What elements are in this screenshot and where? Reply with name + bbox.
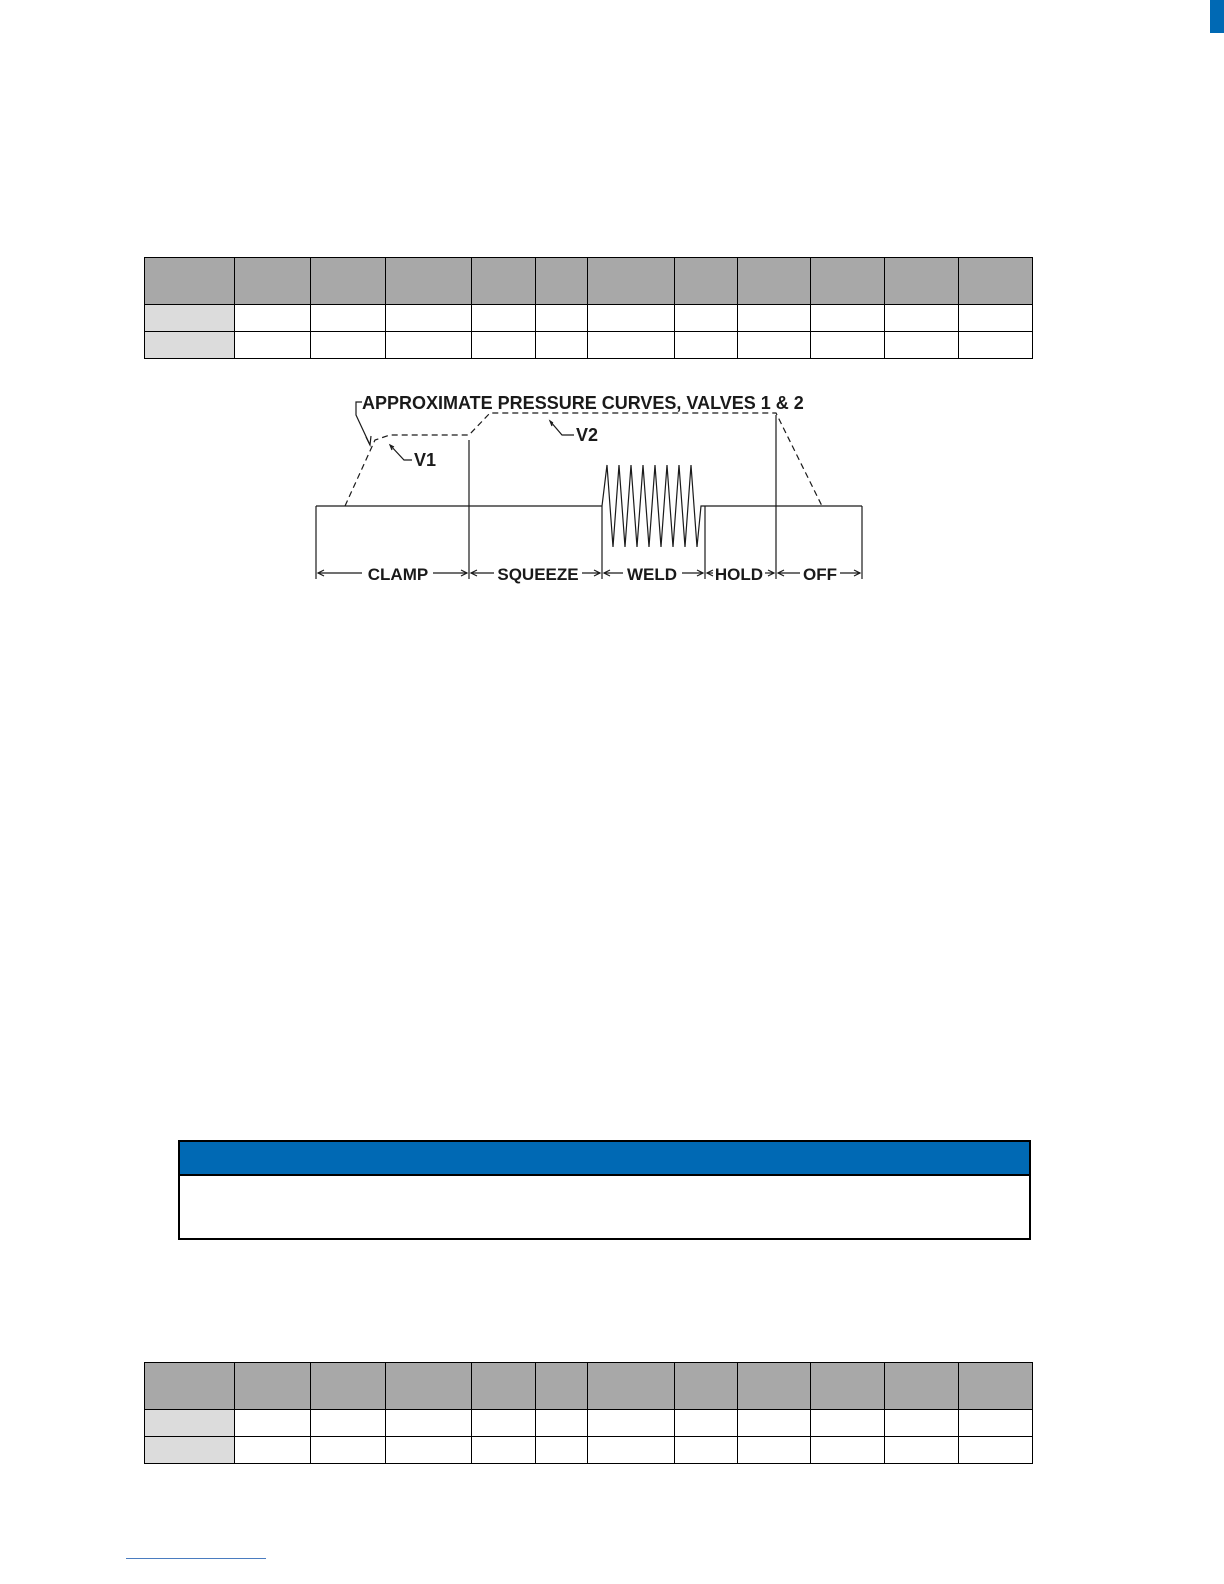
- table-row: [145, 305, 1033, 332]
- phase-label-squeeze: SQUEEZE: [497, 565, 579, 584]
- phase-label-clamp: CLAMP: [367, 565, 429, 584]
- timing-table-top: [144, 257, 1033, 359]
- table-row: [145, 1437, 1033, 1464]
- timing-table-bottom: [144, 1362, 1033, 1464]
- table-row: [145, 1410, 1033, 1437]
- phase-label-hold: HOLD: [714, 565, 764, 584]
- v1-label: V1: [414, 450, 437, 470]
- footer-link-underline: [126, 1558, 266, 1559]
- pressure-curve-diagram: [300, 385, 880, 590]
- v2-label: V2: [576, 425, 599, 445]
- diagram-title: APPROXIMATE PRESSURE CURVES, VALVES 1 & 2: [362, 393, 804, 413]
- table-row: [145, 332, 1033, 359]
- page-accent-bar: [1210, 0, 1224, 33]
- phase-label-off: OFF: [803, 565, 837, 584]
- phase-label-weld: WELD: [626, 565, 678, 584]
- table-header-row: [145, 258, 1033, 305]
- notice-header-bar: [180, 1142, 1029, 1176]
- table-header-row: [145, 1363, 1033, 1410]
- notice-box: [178, 1140, 1031, 1240]
